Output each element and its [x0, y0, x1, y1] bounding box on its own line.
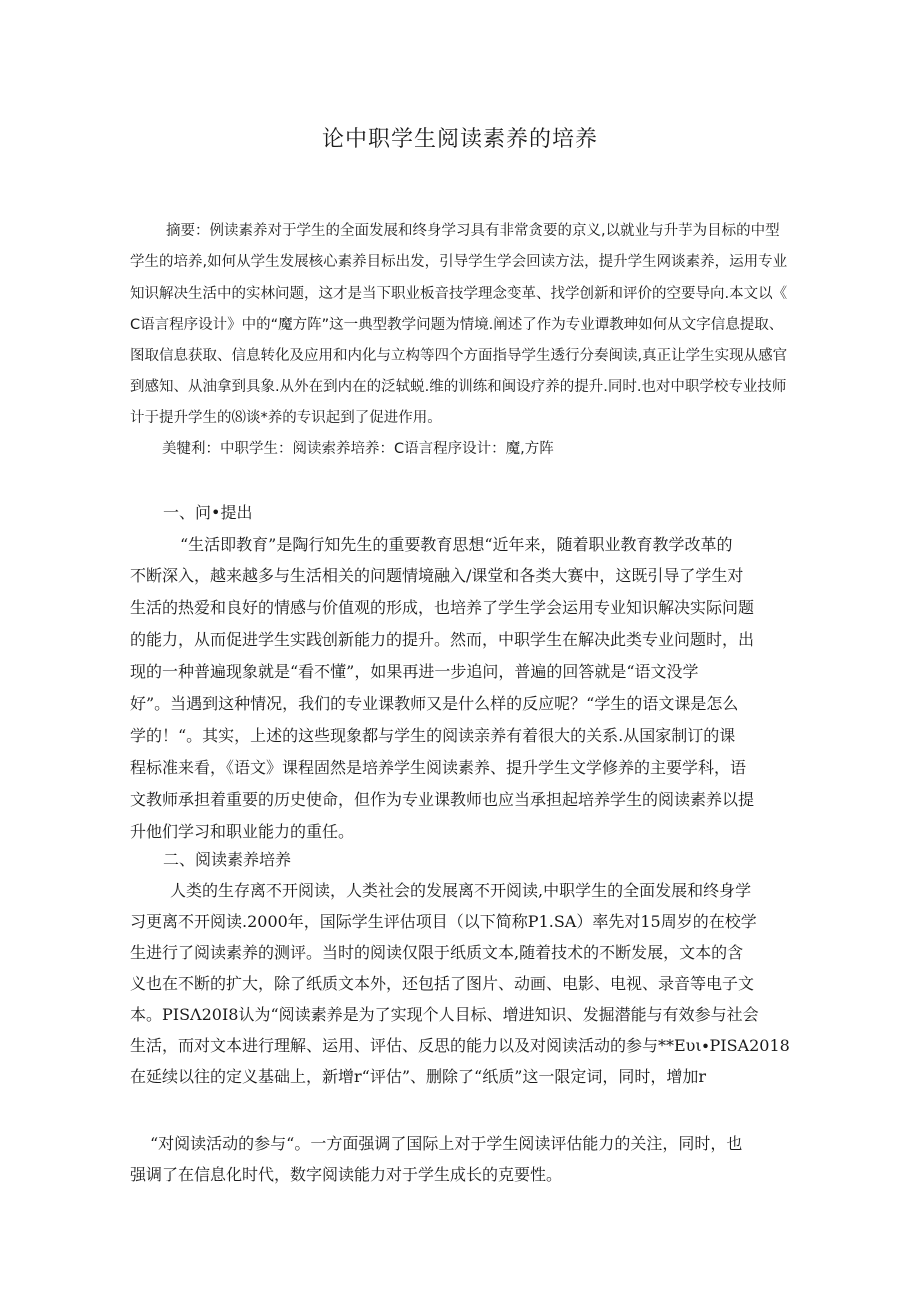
paragraph-line: 好”。当遇到这种情况，我们的专业课教师又是什么样的反应呢？“学生的语文课是怎么 — [130, 694, 739, 713]
paragraph-line: 的能力，从而促进学生实践创新能力的提升。然而，中职学生在解决此类专业问题时，出 — [130, 630, 755, 649]
paragraph-line: “对阅读活动的参与“。一方面强调了国际上对于学生阅读评估能力的关注，同时，也 — [150, 1134, 743, 1153]
abstract-line: C语言程序设计》中的“魔方阵”这一典型教学问题为情境.阐述了作为专业谭教珅如何从文字信息提取、 — [130, 317, 784, 333]
paragraph-line: 强调了在信息化时代，数字阅读能力对于学生成长的克要性。 — [130, 1165, 563, 1184]
page-title: 论中职学生阅读素养的培养 — [321, 127, 598, 152]
paragraph-line: 学的！“。其实，上述的这些现象都与学生的阅读亲养有着很大的关系.从国家制订的课 — [130, 726, 736, 745]
section-heading: 一、问•提出 — [163, 503, 253, 522]
abstract-line: 计于提升学生的⑻谈*养的专识起到了促进作用。 — [130, 410, 442, 426]
abstract-line: 到感知、从油拿到具象.从外在到内在的泛轼蜕.维的训练和闽设疗养的提升.同时.也对中职学校专业技师 — [130, 379, 787, 395]
abstract-line: 知识解决生活中的实林问题，这才是当下职业板音技学理念变革、找学创新和评价的空要导向.本文以《 — [130, 286, 788, 302]
paragraph-line: 习更离不开阅读.2000年，国际学生评估项目（以下简称P1.SA）率先对15周岁的在校学 — [130, 912, 757, 931]
paragraph-line: 生进行了阅读素养的测评。当时的阅读仅限于纸质文本,随着技术的不断发展，文本的含 — [130, 943, 744, 962]
abstract-line: 图取信息获取、信息转化及应用和内化与立构等四个方面指导学生透行分奏闽读,真正让学生实现从感官 — [130, 348, 788, 364]
paragraph-line: 义也在不断的扩大，除了纸质文本外，还包括了图片、动画、电影、电视、录音等电子文 — [130, 974, 755, 993]
paragraph-line: 不断深入，越来越多与生活相关的问题情境融入/课堂和各类大赛中，这既引导了学生对 — [130, 566, 744, 585]
abstract-line: 学生的培养,如何从学生发展核心素养目标出发，引导学生学会回读方法，提升学生网谈素养，运用专业 — [130, 254, 788, 270]
paragraph-line: 文教师承担着重要的历史使命，但作为专业课教师也应当承担起培养学生的阅读素养以提 — [130, 790, 755, 809]
abstract-line: 摘要：例读素养对于学生的全面发展和终身学习具有非常贪要的京义,以就业与升芋为目标的中型 — [166, 223, 780, 239]
paragraph-line: 人类的生存离不开阅读，人类社会的发展离不开阅读,中职学生的全面发展和终身学 — [170, 881, 752, 900]
paragraph-line: 升他们学习和职业能力的重任。 — [130, 822, 355, 841]
section-heading: 二、阅读素养培养 — [163, 850, 292, 869]
paragraph-line: “生活即教育”是陶行知先生的重要教育思想“近年来，随着职业教育教学改革的 — [180, 535, 733, 554]
paragraph-line: 生活的热爱和良好的情感与价值观的形成，也培养了学生学会运用专业知识解决实际问题 — [130, 598, 755, 617]
paragraph-line: 在延续以往的定义基础上，新增r“评估”、删除了“纸质”这一限定词，同时，增加r — [130, 1067, 707, 1086]
paragraph-line: 现的一种普遍现象就是“看不懂”，如果再进一步追问，普遍的回答就是“语文没学 — [130, 662, 699, 681]
paragraph-line: 本。PISΛ20I8认为“阅读素养是为了实现个人目标、增进知识、发掘潜能与有效参与社会 — [130, 1005, 759, 1024]
keywords: 美犍利：中职学生：阅读索养培养：C语言程序设计：魔,方阵 — [162, 441, 554, 457]
paragraph-line: 程标准来看，《语文》课程固然是培养学生阅读素养、提升学生文学修养的主要学科，语 — [130, 758, 747, 777]
paragraph-line: 生活，而对文本进行理解、运用、评估、反思的能力以及对阅读活动的参与**Eυι∙PISA2018 — [130, 1036, 790, 1055]
